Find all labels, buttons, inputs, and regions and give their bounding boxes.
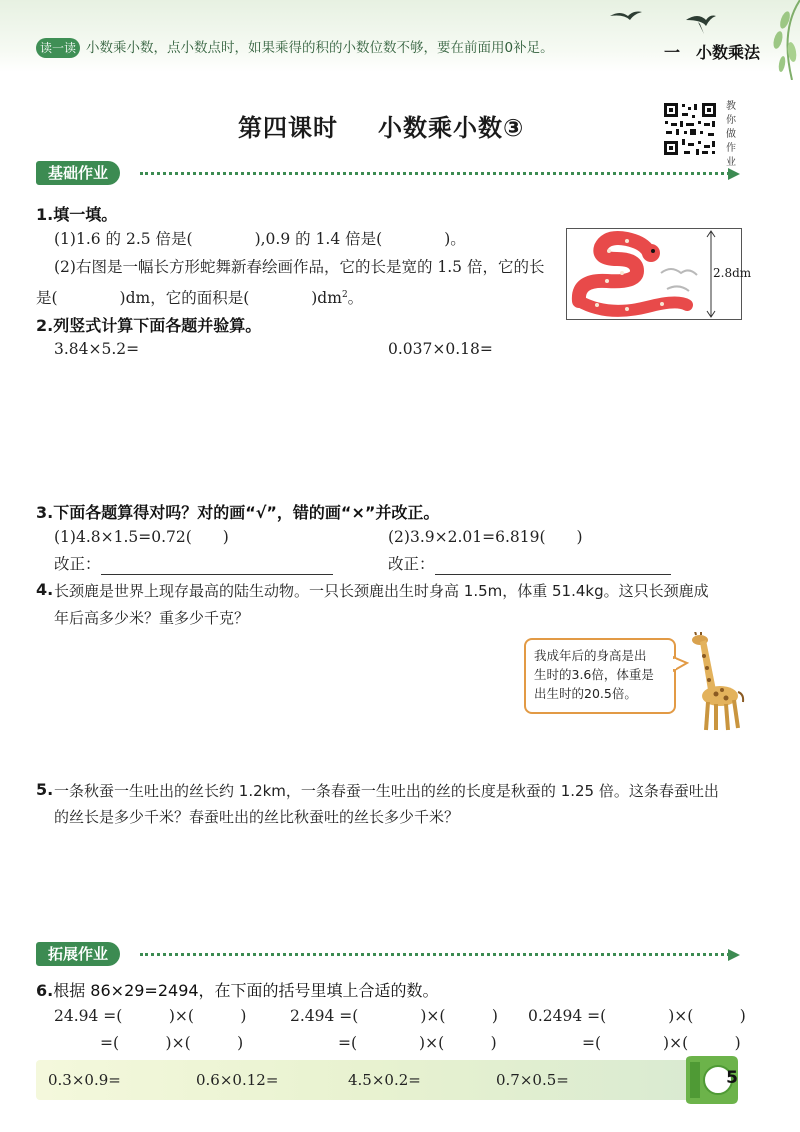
lesson-title [238, 108, 524, 143]
bubble-line-2: 生时的3.6倍，体重是 [534, 667, 654, 682]
snake-width-label: 2.8dm [713, 266, 752, 280]
oral-calc-3: 4.5×0.2= [348, 1071, 421, 1089]
q4-heading [36, 580, 53, 599]
q5-line2: 的丝长是多少千米？春蚕吐出的丝比秋蚕吐的丝长多少千米？ [54, 808, 460, 826]
qr-code-icon[interactable] [662, 101, 718, 157]
q3-item-right: (2)3.9×2.01=6.819( ) [388, 528, 583, 546]
giraffe-icon [686, 632, 746, 732]
q4-line2: 年后高多少米？重多少千克？ [54, 609, 250, 627]
q1-line3-sup: 2 [341, 290, 348, 300]
q6-number: 6. [36, 981, 54, 1000]
q3-title: 下面各题算得对吗？对的画“√”，错的画“×”并改正。 [53, 503, 440, 522]
bubble-line-1: 我成年后的身高是出 [534, 648, 647, 663]
q1-heading [36, 202, 117, 225]
q3-fix-left [54, 553, 333, 575]
q6-heading [36, 978, 439, 1001]
arrow-right-icon [728, 949, 740, 961]
q6-title: 根据 86×29=2494，在下面的括号里填上合适的数。 [53, 981, 439, 1000]
q3-fix-label-left: 改正： [54, 555, 101, 573]
q2-expr-right: 0.037×0.18= [388, 340, 493, 358]
q3-fix-label-right: 改正： [388, 555, 435, 573]
unit-title: 一 小数乘法 [663, 43, 760, 62]
bubble-line-3: 出生时的20.5倍。 [534, 686, 637, 701]
q1-title: 填一填。 [53, 205, 118, 224]
q5-number: 5. [36, 780, 54, 799]
q1-line3-text: 是( )dm，它的面积是( )dm [36, 289, 342, 308]
page-number: 5 [726, 1068, 738, 1088]
q2-heading [36, 313, 261, 336]
swallows-icon [606, 4, 716, 44]
q3-fix-blank-right[interactable] [435, 556, 671, 575]
q4-line1: 长颈鹿是世界上现存最高的陆生动物。一只长颈鹿出生时身高 1.5m，体重 51.4kg。这只长颈鹿成 [54, 582, 709, 600]
giraffe-speech-bubble [524, 638, 676, 714]
q1-line2: (2)右图是一幅长方形蛇舞新春绘画作品，它的长是宽的 1.5 倍，它的长 [54, 258, 545, 276]
lesson-number: 第四课时 [238, 114, 338, 142]
arrow-right-icon [728, 168, 740, 180]
q1-line3 [36, 284, 363, 309]
oral-calc-2: 0.6×0.12= [196, 1071, 279, 1089]
section-extend-title: 拓展作业 [36, 942, 120, 966]
oral-calc-4: 0.7×0.5= [496, 1071, 569, 1089]
q2-title: 列竖式计算下面各题并验算。 [53, 316, 262, 335]
q3-fix-right [388, 553, 671, 575]
section-basic-title: 基础作业 [36, 161, 120, 185]
q3-fix-blank-left[interactable] [101, 556, 333, 575]
q6-row1-col1: 24.94 =( )×( ) [54, 1007, 247, 1025]
q3-number: 3. [36, 503, 54, 522]
q6-row1-col2: 2.494 =( )×( ) [290, 1007, 498, 1025]
read-tip-text: 小数乘小数，点小数点时，如果乘得的积的小数位数不够，要在前面用0补足。 [86, 40, 554, 56]
q4-number: 4. [36, 580, 54, 599]
snake-painting-figure [566, 228, 752, 320]
oral-calc-1: 0.3×0.9= [48, 1071, 121, 1089]
q6-row2-col2: =( )×( ) [338, 1034, 497, 1052]
q3-item-left: (1)4.8×1.5=0.72( ) [54, 528, 229, 546]
q2-expr-left: 3.84×5.2= [54, 340, 140, 358]
q6-row2-col3: =( )×( ) [582, 1034, 741, 1052]
q1-line1: (1)1.6 的 2.5 倍是( ),0.9 的 1.4 倍是( )。 [54, 230, 466, 248]
lesson-topic: 小数乘小数③ [378, 114, 525, 142]
read-tip-badge: 读一读 [36, 38, 80, 58]
q3-heading [36, 500, 439, 523]
q6-row2-col1: =( )×( ) [100, 1034, 244, 1052]
q1-line3-end: 。 [347, 289, 364, 308]
q2-number: 2. [36, 316, 54, 335]
qr-side-text: 教你做作业 [726, 101, 736, 168]
q6-row1-col3: 0.2494 =( )×( ) [528, 1007, 746, 1025]
q5-heading [36, 780, 53, 799]
section-basic-divider [140, 172, 730, 175]
q5-line1: 一条秋蚕一生吐出的丝长约 1.2km，一条春蚕一生吐出的丝的长度是秋蚕的 1.25 倍。这条春蚕吐出 [54, 782, 719, 800]
q1-number: 1. [36, 205, 54, 224]
section-extend-divider [140, 953, 730, 956]
